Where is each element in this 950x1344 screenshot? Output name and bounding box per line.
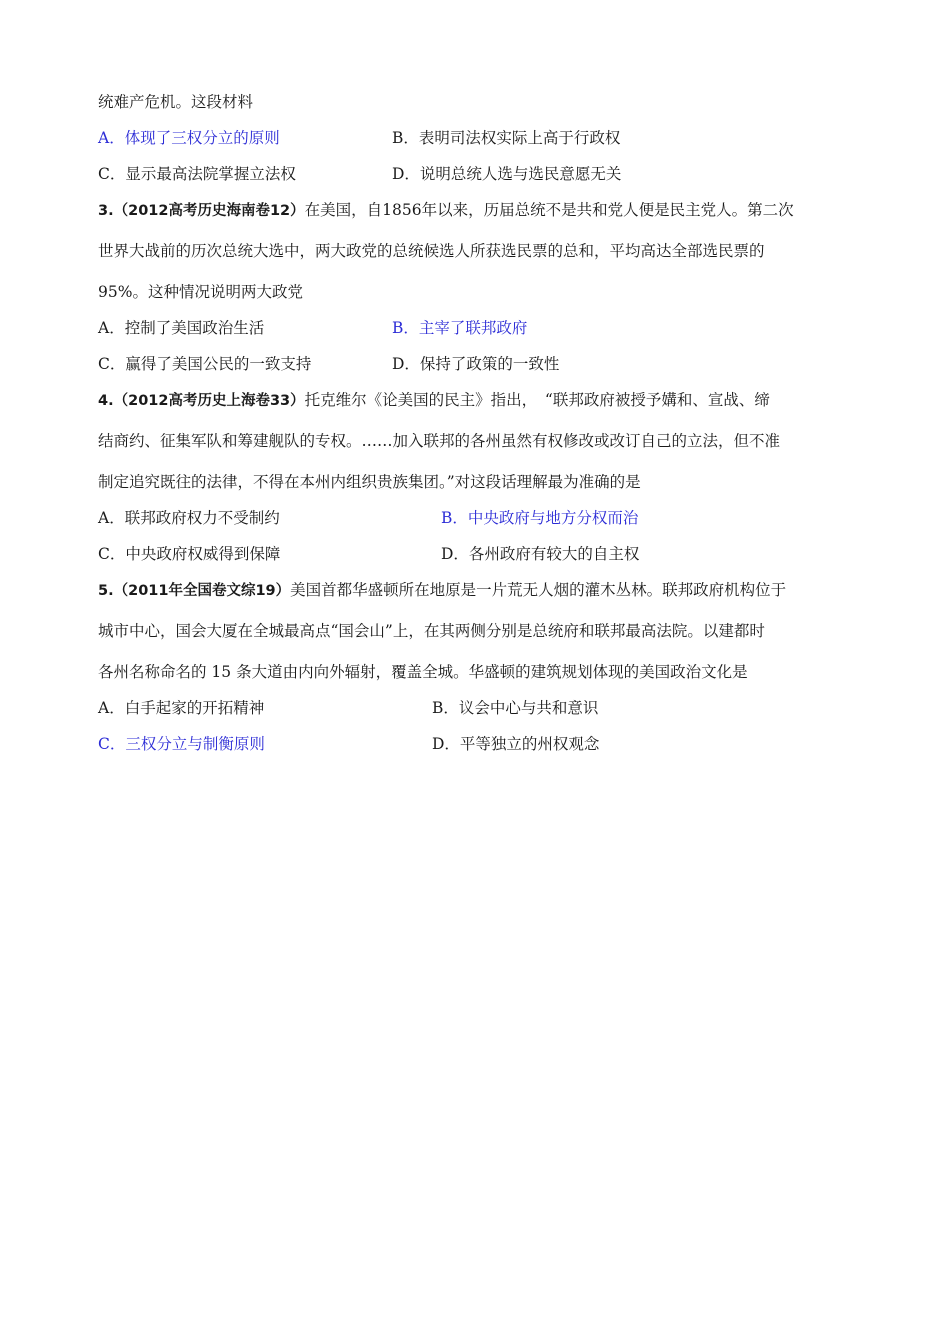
question-4-text-1: 托克维尔《论美国的民主》指出， “联邦政府被授予媾和、宣战、缔 [304,391,770,409]
question-4-line-1 [98,390,770,411]
question-3-source: （2012高考历史海南卷12） [113,203,305,219]
question-5-text-1: 美国首都华盛顿所在地原是一片荒无人烟的灌木丛林。联邦政府机构位于 [290,581,787,599]
question-5-line-3: 各州名称命名的 15 条大道由内向外辐射，覆盖全城。华盛顿的建筑规划体现的美国政治文化是 [98,663,748,681]
q5-option-d: D．平等独立的州权观念 [432,735,600,753]
q2-option-c: C．显示最高法院掌握立法权 [98,165,296,183]
question-2-tail: 统难产危机。这段材料 [98,93,254,111]
q4-option-b: B．中央政府与地方分权而治 [441,509,639,527]
question-4-number: 4. [98,393,114,409]
question-3-line-3: 95%。这种情况说明两大政党 [98,283,303,301]
q2-option-d: D．说明总统人选与选民意愿无关 [392,165,622,183]
q4-option-c: C．中央政府权威得到保障 [98,545,281,563]
question-5-line-1 [98,580,786,601]
question-5-line-2: 城市中心，国会大厦在全城最高点“国会山”上，在其两侧分别是总统府和联邦最高法院。以建都时 [98,622,765,640]
q3-option-a: A．控制了美国政治生活 [98,319,265,337]
question-3-text-1: 在美国，自1856年以来，历届总统不是共和党人便是民主党人。第二次 [304,201,794,219]
question-5-number: 5. [98,583,114,599]
q4-option-d: D．各州政府有较大的自主权 [441,545,640,563]
question-3-line-1 [98,200,794,221]
q5-option-b: B．议会中心与共和意识 [432,699,599,717]
question-4-line-3: 制定追究既往的法律，不得在本州内组织贵族集团。”对这段话理解最为准确的是 [98,473,641,491]
question-4-source: （2012高考历史上海卷33） [113,393,305,409]
question-4-line-2: 结商约、征集军队和筹建舰队的专权。……加入联邦的各州虽然有权修改或改订自己的立法，但不准 [98,432,781,450]
q3-option-b: B．主宰了联邦政府 [392,319,528,337]
q4-option-a: A．联邦政府权力不受制约 [98,509,280,527]
q3-option-c: C．赢得了美国公民的一致支持 [98,355,312,373]
q3-option-d: D．保持了政策的一致性 [392,355,560,373]
question-3-number: 3. [98,203,114,219]
question-3-line-2: 世界大战前的历次总统大选中，两大政党的总统候选人所获选民票的总和，平均高达全部选民票的 [98,242,765,260]
q5-option-a: A．白手起家的开拓精神 [98,699,265,717]
q5-option-c: C．三权分立与制衡原则 [98,735,265,753]
q2-option-a: A．体现了三权分立的原则 [98,129,280,147]
question-5-source: （2011年全国卷文综19） [113,583,291,599]
q2-option-b: B．表明司法权实际上高于行政权 [392,129,621,147]
